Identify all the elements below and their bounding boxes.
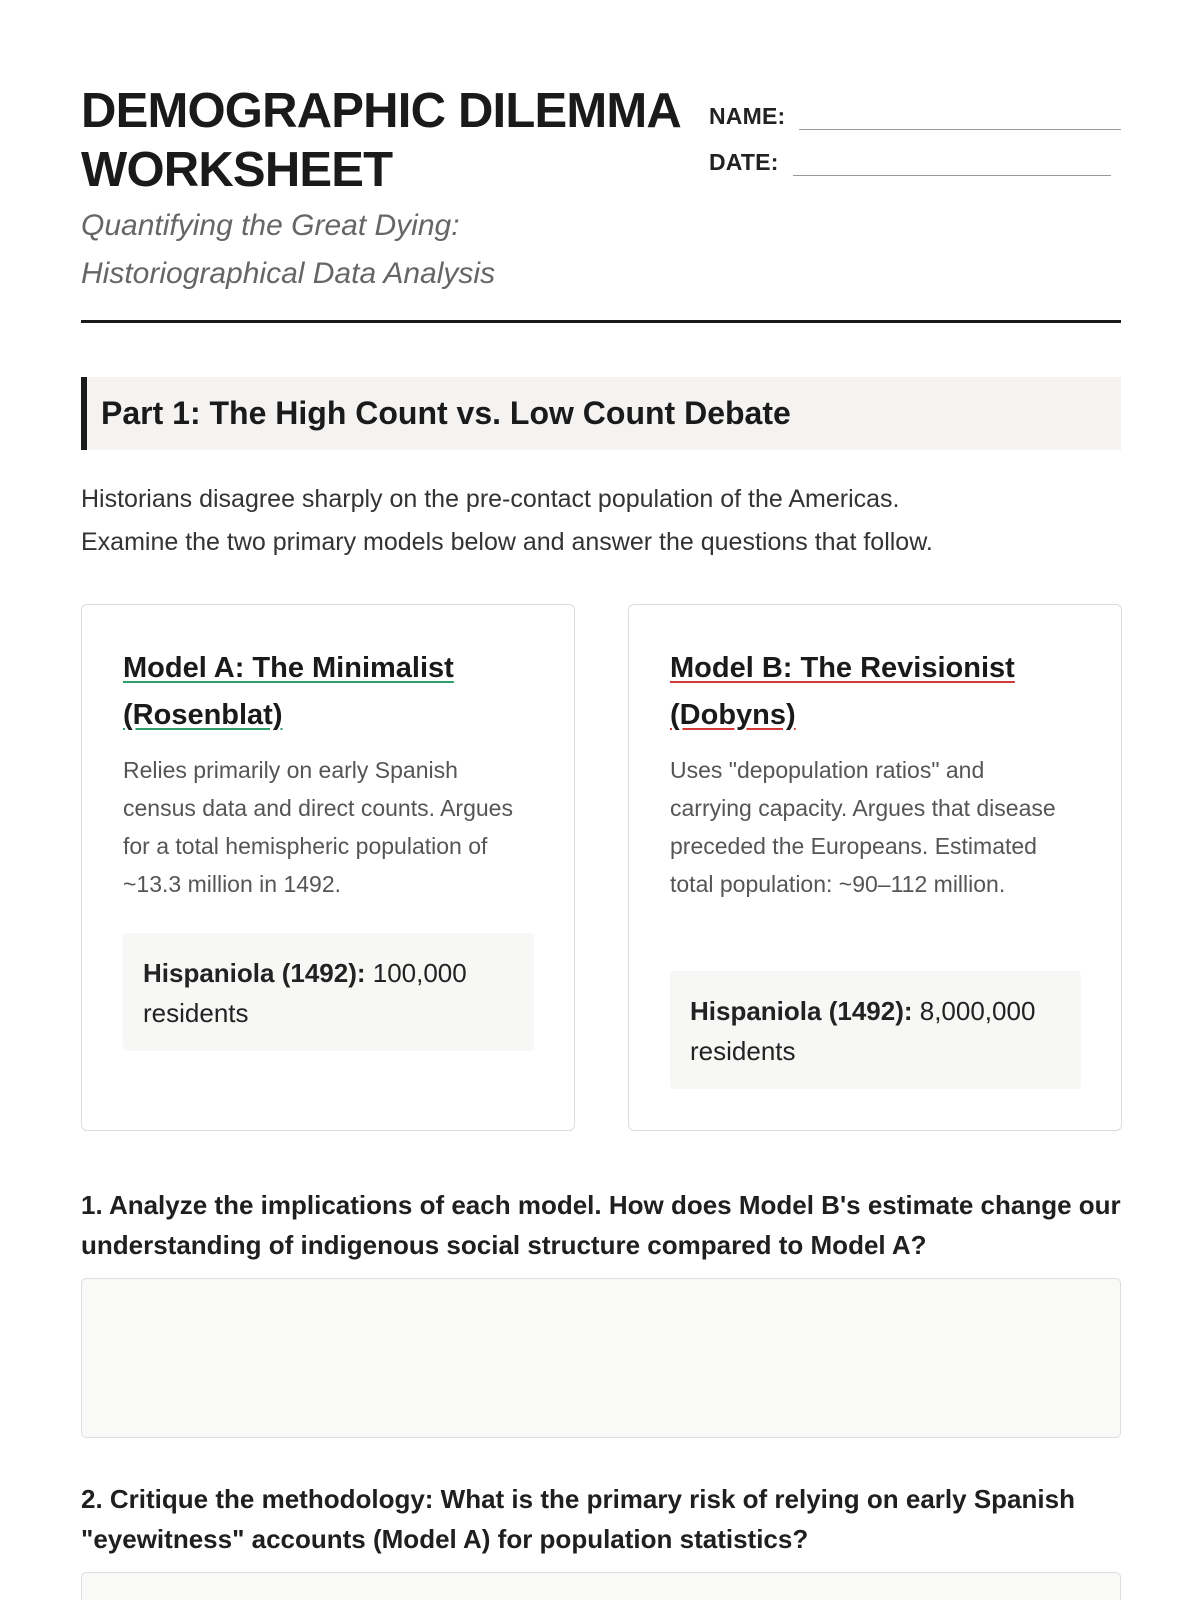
model-b-stat-value: 8,000,000 residents bbox=[690, 996, 1036, 1066]
name-label: NAME: bbox=[709, 103, 786, 129]
header-divider bbox=[81, 320, 1121, 323]
date-input-line[interactable] bbox=[793, 146, 1111, 176]
page-title bbox=[81, 82, 701, 200]
model-b-description: Uses "depopulation ratios" and carrying capacity. Argues that disease preceded the Europeans. Estimated total population: ~90–112 million. bbox=[670, 757, 1056, 897]
name-input-line[interactable] bbox=[799, 100, 1121, 130]
date-label: DATE: bbox=[709, 149, 779, 175]
model-b-title-line-1: Model B: The Revisionist bbox=[670, 652, 1015, 684]
name-field bbox=[709, 84, 1121, 130]
model-a-title bbox=[123, 645, 543, 739]
model-a-stat-value: 100,000 residents bbox=[143, 958, 467, 1028]
model-a-description: Relies primarily on early Spanish census data and direct counts. Argues for a total hemispheric population of ~13.3 million in 1492. bbox=[123, 757, 513, 897]
intro-line-2: Examine the two primary models below and answer the questions that follow. bbox=[81, 528, 933, 556]
subtitle-line-2: Historiographical Data Analysis bbox=[81, 257, 496, 290]
model-b-stat-box bbox=[670, 971, 1081, 1089]
question-1: 1. Analyze the implications of each model. How does Model B's estimate change our understanding of indigenous social structure compared to Model A? bbox=[81, 1190, 1121, 1260]
title-line-2: WORKSHEET bbox=[81, 143, 393, 197]
part1-intro bbox=[81, 478, 1121, 564]
model-a-card bbox=[81, 604, 575, 1131]
title-line-1: DEMOGRAPHIC DILEMMA bbox=[81, 84, 682, 138]
answer-box-1[interactable] bbox=[81, 1278, 1121, 1438]
part1-section-header bbox=[81, 377, 1121, 450]
page-subtitle bbox=[81, 202, 601, 298]
model-a-title-line-2: (Rosenblat) bbox=[123, 699, 283, 731]
answer-box-2[interactable] bbox=[81, 1572, 1121, 1600]
student-info-fields bbox=[709, 84, 1121, 176]
model-b-stat-label: Hispaniola (1492): bbox=[690, 996, 913, 1026]
worksheet-header bbox=[81, 0, 1121, 325]
model-a-stat-box bbox=[123, 933, 534, 1051]
model-a-stat-label: Hispaniola (1492): bbox=[143, 958, 366, 988]
intro-line-1: Historians disagree sharply on the pre-contact population of the Americas. bbox=[81, 485, 900, 513]
date-field bbox=[709, 130, 1121, 176]
model-b-title bbox=[670, 645, 1090, 739]
worksheet-page bbox=[81, 0, 1121, 1554]
subtitle-line-1: Quantifying the Great Dying: bbox=[81, 209, 460, 242]
question-2: 2. Critique the methodology: What is the primary risk of relying on early Spanish "eyewitness" accounts (Model A) for population statistics? bbox=[81, 1484, 1075, 1554]
model-a-title-line-1: Model A: The Minimalist bbox=[123, 652, 454, 684]
model-b-card bbox=[628, 604, 1122, 1131]
part1-title: Part 1: The High Count vs. Low Count Debate bbox=[101, 395, 791, 431]
model-b-title-line-2: (Dobyns) bbox=[670, 699, 796, 731]
